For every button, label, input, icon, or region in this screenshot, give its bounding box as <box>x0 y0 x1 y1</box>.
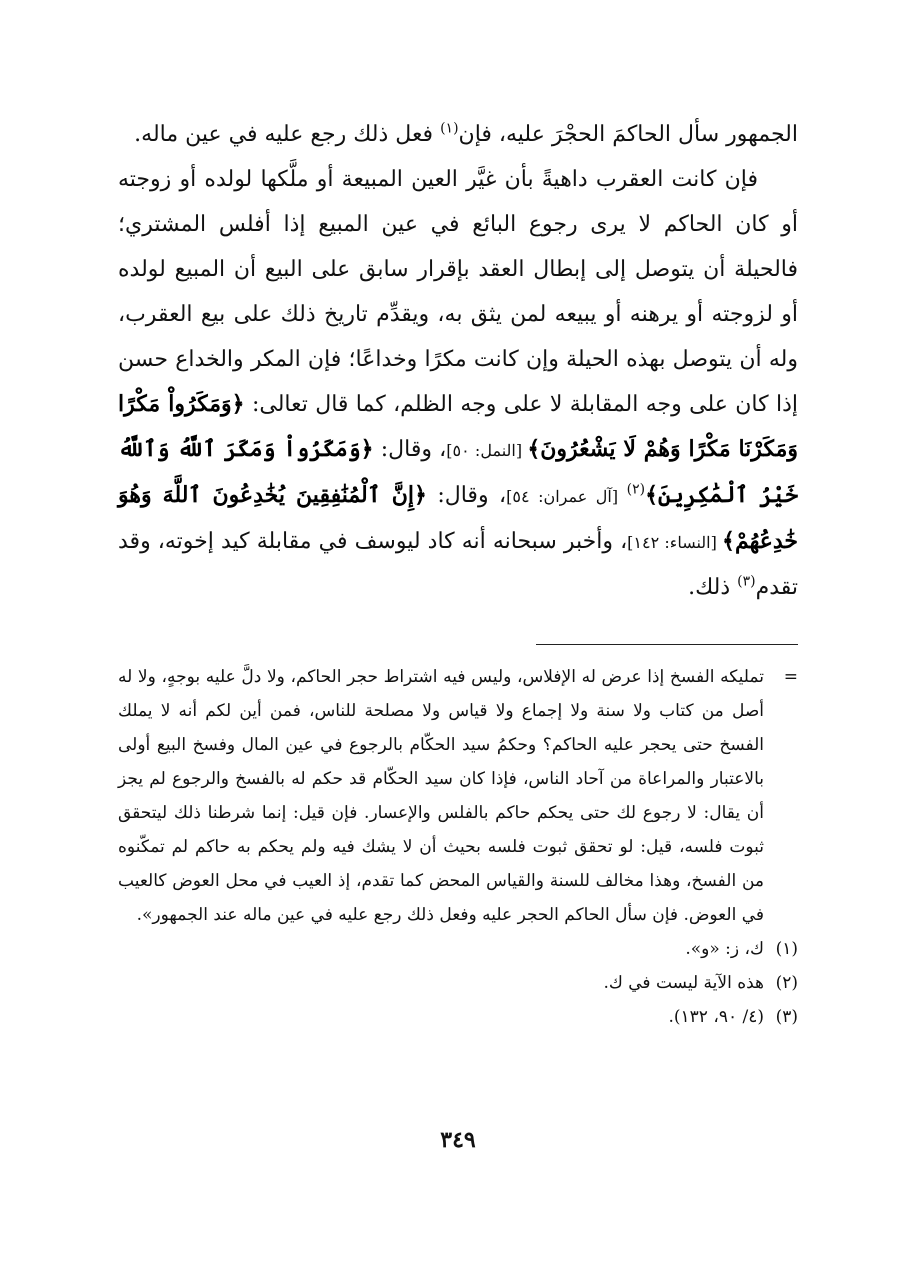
p1-text-end: فعل ذلك رجع عليه في عين ماله. <box>134 122 441 147</box>
footnote-number: (٢) <box>775 973 798 993</box>
quran-verse-2: ﴿وَمَكَرُواْ وَمَكَرَ ٱللَّهُ وَٱللَّهُ خَيْرُ ٱلْمَٰكِرِينَ﴾ <box>118 436 798 508</box>
paragraph-2 <box>118 157 798 610</box>
page <box>118 112 799 1153</box>
continuation-text: تمليكه الفسخ إذا عرض له الإفلاس، وليس فيه اشتراط حجر الحاكم، ولا دلَّ عليه بوجهٍ، ولا له أصل من كتاب ولا سنة ولا إجماع ولا قياس ولا مصلحة للناس، فمن أين لكم أنه لا يملك الفسخ حتى يحجر عليه الحاكم؟ وحكمُ سيد الحكّام بالرجوع في عين المال وفسخ البيع أولى بالاعتبار والمراعاة من آحاد الناس، فإذا كان سيد الحكّام قد حكم له بالفسخ والرجوع لم يجز أن يقال: لا رجوع لك حتى يحكم حاكم بالفلس والإعسار. فإن قيل: إنما شرطنا ذلك ليتحقق ثبوت فلسه، قيل: لو تحقق ثبوت فلسه بحيث أن لا يشك فيه ولم يحكم به حاكم لم تمكّنوه من الفسخ، وهذا مخالف للسنة والقياس المحض كما تقدم، إذ العيب في محل العوض كالعيب في العوض. فإن سأل الحاكم الحجر عليه وفعل ذلك رجع عليه في عين ماله عند الجمهور». <box>118 667 764 925</box>
footnote-divider <box>536 644 798 645</box>
footnote-ref-3: (٣) <box>737 573 756 590</box>
footnote-ref-1: (١) <box>440 120 459 137</box>
page-number: ٣٤٩ <box>440 1127 476 1153</box>
verse-citation-2: [آل عمران: ٥٤] <box>506 487 627 506</box>
continuation-mark: = <box>783 667 798 687</box>
main-text <box>118 112 798 610</box>
footnote-item-3 <box>118 1000 798 1034</box>
p1-text: الجمهور سأل الحاكمَ الحجْرَ عليه، فإن <box>458 122 798 147</box>
verse-citation-3: [النساء: ١٤٢] <box>627 533 723 552</box>
footnote-continuation <box>118 660 798 932</box>
p2-text-connector-2: ، وقال: <box>426 483 507 508</box>
p2-text: فإن كانت العقرب داهيةً بأن غيَّر العين المبيعة أو ملَّكها لولده أو زوجته أو كان الحاكم لا يرى رجوع البائع في عين المبيع إذا أفلس المشتري؛ فالحيلة أن يتوصل إلى إبطال العقد بإقرار سابق على البيع أن المبيع لولده أو لزوجته أو يرهنه أو يبيعه لمن يثق به، ويقدِّم تاريخ ذلك على بيع العقرب، وله أن يتوصل بهذه الحيلة وإن كانت مكرًا وخداعًا؛ فإن المكر والخداع حسن إذا كان على وجه المقابلة لا على وجه الظلم، كما قال تعالى: <box>118 167 799 417</box>
footnote-number: (٣) <box>775 1007 798 1027</box>
paragraph-1 <box>118 112 798 157</box>
verse-citation-1: [النمل: ٥٠] <box>446 441 528 460</box>
footnote-ref-2: (٢) <box>626 481 646 498</box>
footnote-item-2 <box>118 966 798 1000</box>
p2-text-tail: ، وأخبر سبحانه أنه كاد ليوسف في مقابلة كيد إخوته، وقد تقدم <box>118 529 798 600</box>
quran-verse-3: ﴿إِنَّ ٱلْمُنَٰفِقِينَ يُخَٰدِعُونَ ٱللَّهَ وَهُوَ خَٰدِعُهُمْ﴾ <box>118 482 798 554</box>
p2-text-end: ذلك. <box>688 575 738 600</box>
footnote-item-1 <box>118 932 798 966</box>
p2-text-connector-1: ، وقال: <box>373 437 447 462</box>
footnote-number: (١) <box>775 939 798 959</box>
footnote-text: (٤/ ٩٠، ١٣٢). <box>668 1007 764 1027</box>
quran-verse-1: ﴿وَمَكَرُواْ مَكْرًا وَمَكَرْنَا مَكْرًا وَهُمْ لَا يَشْعُرُونَ﴾ <box>118 391 798 462</box>
footnote-text: هذه الآية ليست في ك. <box>603 973 764 993</box>
footnotes <box>118 660 798 1034</box>
footnote-text: ك، ز: «و». <box>685 939 764 959</box>
